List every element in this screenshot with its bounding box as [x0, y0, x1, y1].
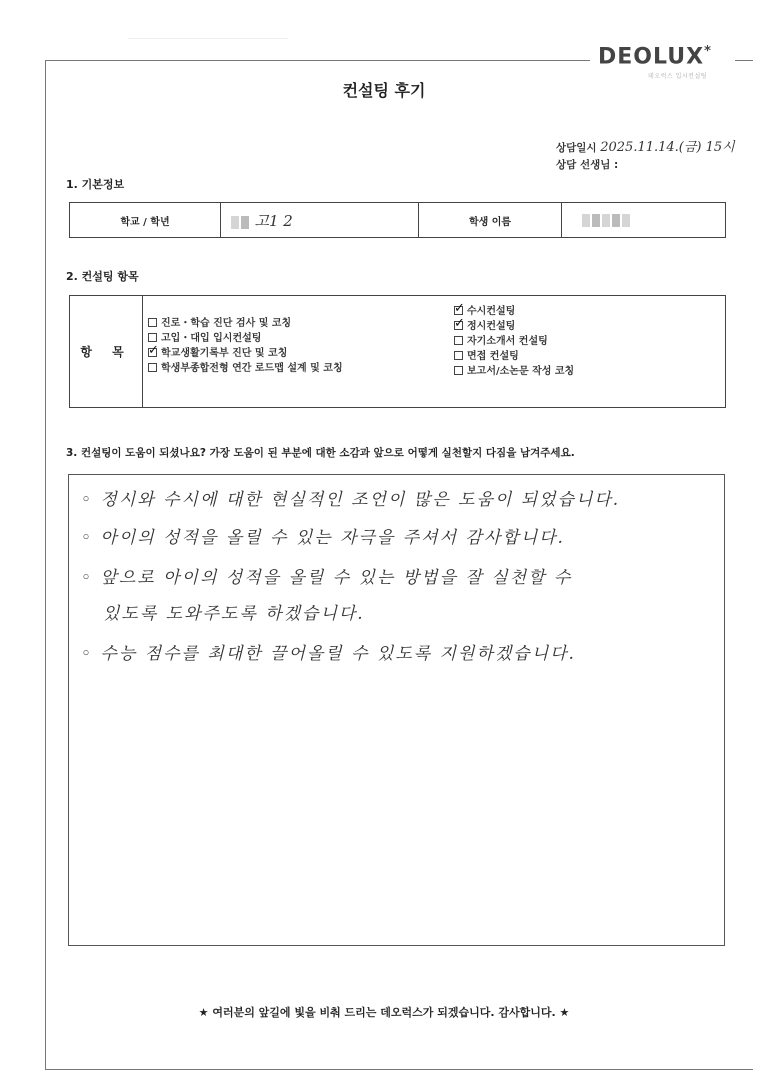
student-name-label: 학생 이름 — [419, 203, 562, 238]
checked-box-icon — [454, 306, 463, 315]
checkbox-icon — [454, 351, 463, 360]
redaction — [592, 214, 600, 227]
checkbox-icon — [454, 336, 463, 345]
consulting-item — [454, 364, 574, 379]
consult-teacher: 상담 선생님 : — [556, 159, 619, 171]
redaction — [622, 214, 630, 227]
answer-line: ◦ 아이의 성적을 올릴 수 있는 자극을 주셔서 감사합니다. — [81, 528, 565, 548]
redaction — [231, 216, 239, 229]
consulting-item-label: 자기소개서 컨설팅 — [467, 336, 548, 347]
checkbox-icon — [454, 366, 463, 375]
consulting-item-label: 학교생활기록부 진단 및 코칭 — [161, 348, 288, 359]
checkbox-icon — [148, 318, 157, 327]
student-name-value — [562, 203, 726, 238]
answer-line: 있도록 도와주도록 하겠습니다. — [103, 604, 365, 624]
basic-info-table — [69, 202, 726, 238]
checked-box-icon — [148, 348, 157, 357]
items-label: 항 목 — [70, 296, 143, 407]
redaction — [582, 214, 590, 227]
redaction — [612, 214, 620, 227]
school-grade-value — [221, 203, 419, 238]
consulting-item-label: 수시컨설팅 — [467, 306, 516, 317]
answer-line: ◦ 정시와 수시에 대한 현실적인 조언이 많은 도움이 되었습니다. — [81, 490, 621, 510]
consulting-item — [454, 304, 574, 319]
footer-message: ★ 여러분의 앞길에 빛을 비춰 드리는 데오럭스가 되겠습니다. 감사합니다. ★ — [198, 1006, 570, 1019]
consulting-item — [148, 331, 343, 346]
consulting-item — [148, 316, 343, 331]
document-title: 컨설팅 후기 — [342, 81, 426, 100]
feedback-question: 3. 컨설팅이 도움이 되셨나요? 가장 도움이 된 부분에 대한 소감과 앞으로 어떻게 실천할지 다짐을 남겨주세요. — [66, 447, 575, 459]
redaction — [602, 214, 610, 227]
brand-subtitle: 데오럭스 입시컨설팅 — [648, 73, 708, 80]
checkbox-icon — [148, 363, 157, 372]
consulting-item-label: 보고서/소논문 작성 코칭 — [467, 366, 575, 377]
consulting-item — [148, 346, 343, 361]
section-basic-info-title: 1. 기본정보 — [66, 178, 125, 191]
consulting-item-label: 정시컨설팅 — [467, 321, 516, 332]
answer-line: ◦ 앞으로 아이의 성적을 올릴 수 있는 방법을 잘 실천할 수 — [81, 568, 573, 588]
consulting-item — [454, 334, 574, 349]
consulting-item-label: 면접 컨설팅 — [467, 351, 519, 362]
school-grade-text: 고1 2 — [254, 211, 293, 230]
top-faint-line — [128, 38, 288, 39]
date-label: 상담일시 — [556, 142, 597, 154]
brand-logo — [598, 44, 712, 69]
feedback-answer-box — [68, 474, 725, 946]
consulting-item-label: 고입・대입 입시컨설팅 — [161, 333, 262, 344]
brand-mark: * — [704, 44, 712, 59]
frame-tick — [735, 60, 753, 61]
consulting-item — [454, 349, 574, 364]
consulting-item — [148, 361, 343, 376]
checked-box-icon — [454, 321, 463, 330]
brand-name: DEOLUX — [598, 44, 705, 70]
answer-line: ◦ 수능 점수를 최대한 끌어올릴 수 있도록 지원하겠습니다. — [81, 644, 576, 664]
right-item-list — [454, 304, 574, 379]
consulting-items-box — [69, 295, 726, 408]
consult-date — [556, 136, 735, 155]
consulting-item-label: 학생부종합전형 연간 로드맵 설계 및 코칭 — [161, 363, 343, 374]
school-grade-label: 학교 / 학년 — [70, 203, 221, 238]
section-items-title: 2. 컨설팅 항목 — [66, 270, 139, 283]
left-item-list — [148, 316, 343, 376]
consulting-item-label: 진로・학습 진단 검사 및 코칭 — [161, 318, 292, 329]
consulting-item — [454, 319, 574, 334]
redaction — [241, 216, 249, 229]
checkbox-icon — [148, 333, 157, 342]
date-value: 2025.11.14.(금) 15시 — [600, 140, 735, 155]
